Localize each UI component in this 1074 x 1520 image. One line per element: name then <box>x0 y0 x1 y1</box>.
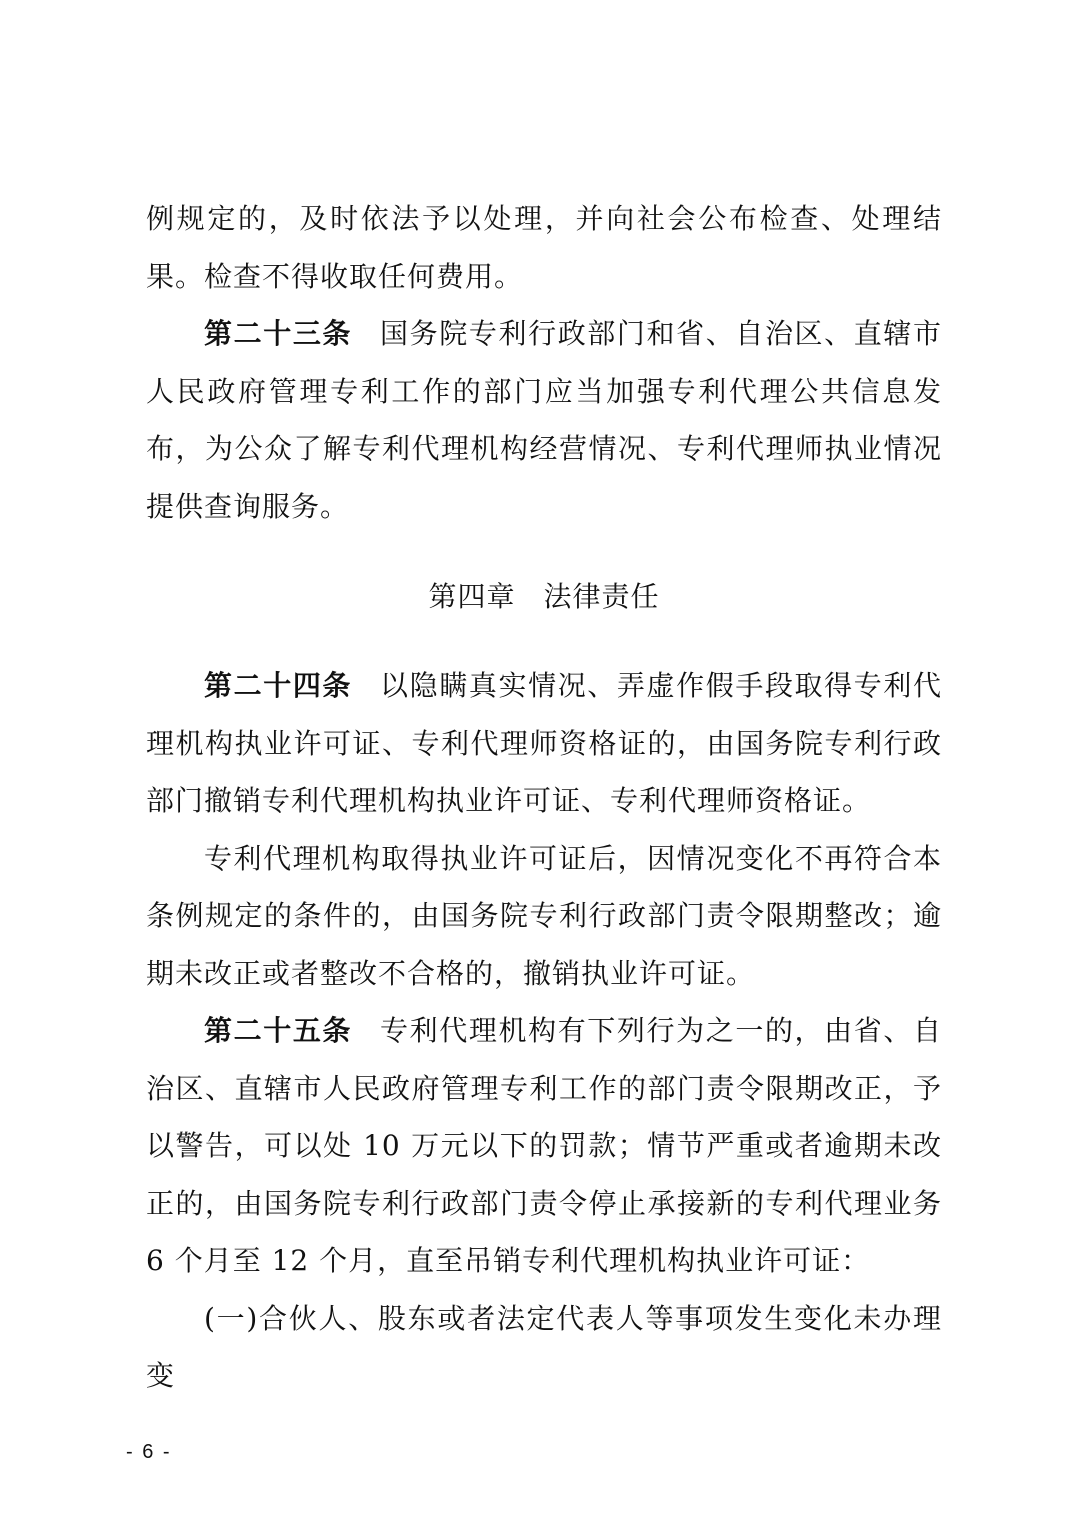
article-23 <box>146 305 942 535</box>
article-24-paragraph-2 <box>146 830 942 1003</box>
list-item-text: (一)合伙人、股东或者法定代表人等事项发生变化未办理变 <box>146 1301 942 1392</box>
paragraph-text: 例规定的，及时依法予以处理，并向社会公布检查、处理结果。检查不得收取任何费用。 <box>146 202 942 293</box>
article-text: 以隐瞒真实情况、弄虚作假手段取得专利代理机构执业许可证、专利代理师资格证的，由国务院专利行政部门撤销专利代理机构执业许可证、专利代理师资格证。 <box>146 669 942 817</box>
article-number: 第二十三条 <box>204 317 353 350</box>
article-text: 国务院专利行政部门和省、自治区、直辖市人民政府管理专利工作的部门应当加强专利代理公共信息发布，为公众了解专利代理机构经营情况、专利代理师执业情况提供查询服务。 <box>146 317 942 523</box>
article-number: 第二十四条 <box>204 669 353 702</box>
document-body <box>146 190 942 1405</box>
article-text: 专利代理机构有下列行为之一的，由省、自治区、直辖市人民政府管理专利工作的部门责令限期改正，予以警告，可以处 10 万元以下的罚款；情节严重或者逾期未改正的，由国务院专利行政部门责令停止承接新的专利代理业务 6 个月至 12 个月，直至吊销专利代理机构执业许可证： <box>146 1014 942 1277</box>
article-25 <box>146 1002 942 1290</box>
chapter-title: 法律责任 <box>543 580 660 613</box>
paragraph-text: 专利代理机构取得执业许可证后，因情况变化不再符合本条例规定的条件的，由国务院专利行政部门责令限期整改；逾期未改正或者整改不合格的，撤销执业许可证。 <box>146 841 942 990</box>
chapter-number: 第四章 <box>428 580 516 613</box>
paragraph-continuation <box>146 190 942 305</box>
article-25-item-1 <box>146 1290 942 1405</box>
chapter-heading <box>146 577 942 617</box>
article-24 <box>146 657 942 830</box>
article-number: 第二十五条 <box>204 1014 353 1047</box>
page-number: - 6 - <box>126 1441 172 1463</box>
